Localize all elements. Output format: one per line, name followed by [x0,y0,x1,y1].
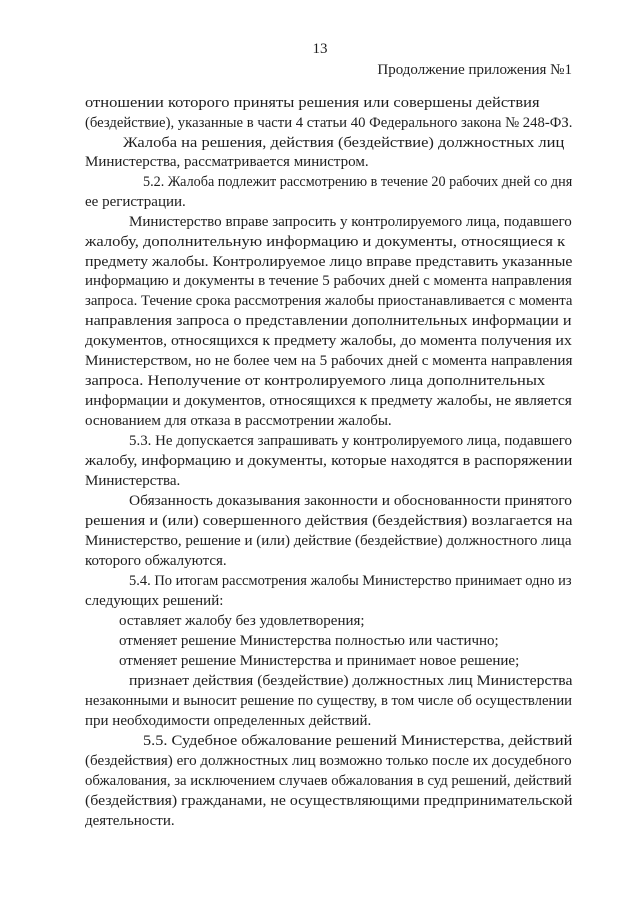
appendix-continuation-heading: Продолжение приложения №1 [377,62,572,78]
body-text-line: отменяет решение Министерства и принимает новое решение; [119,653,520,669]
body-text-line: ее регистрации. [85,194,186,210]
body-text-line: при необходимости определенных действий. [85,713,372,729]
body-text-line: Министерства. [85,473,181,489]
body-text-line: Обязанность доказывания законности и обоснованности принятого [129,493,572,509]
body-text-line: Министерства, рассматривается министром. [85,154,369,170]
body-text-line: следующих решений: [85,593,224,609]
body-text-line: которого обжалуются. [85,553,227,569]
body-text-line: жалобу, дополнительную информацию и документы, относящиеся к [85,234,566,250]
body-text-line: обжалования, за исключением случаев обжалования в суд решений, действий [85,773,572,789]
body-text-line: незаконными и выносит решение по существу, в том числе об осуществлении [85,693,573,709]
body-text-line: Министерство вправе запросить у контролируемого лица, подавшего [129,214,572,230]
body-text-line: отменяет решение Министерства полностью или частично; [119,633,499,649]
body-text-line: информации и документов, относящихся к предмету жалобы, не является [85,393,572,409]
body-text-line: предмету жалобы. Контролируемое лицо вправе представить указанные [85,254,573,270]
body-text-line: решения и (или) совершенного действия (бездействия) возлагается на [85,513,573,529]
page-number: 13 [312,41,328,57]
body-text-line: 5.3. Не допускается запрашивать у контролируемого лица, подавшего [129,433,572,449]
body-text-line: запроса. Неполучение от контролируемого лица дополнительных [85,373,546,389]
body-text-line: оставляет жалобу без удовлетворения; [119,613,365,629]
body-text-line: запроса. Течение срока рассмотрения жалобы приостанавливается с момента [85,293,573,309]
body-text-line: документов, относящихся к предмету жалобы, до момента получения их [85,333,572,349]
body-text-line: (бездействия) его должностных лиц возможно только после их досудебного [85,753,572,769]
body-text-line: информацию и документы в течение 5 рабочих дней с момента направления [85,273,572,289]
body-text-line: (бездействие), указанные в части 4 статьи 40 Федерального закона № 248-ФЗ. [85,115,573,131]
body-text-line: основанием для отказа в рассмотрении жалобы. [85,413,392,429]
body-text-line: 5.4. По итогам рассмотрения жалобы Министерство принимает одно из [129,573,572,589]
body-text-line: признает действия (бездействие) должностных лиц Министерства [129,673,573,689]
body-text-line: Министерство, решение и (или) действие (бездействие) должностного лица [85,533,572,549]
body-text-line: Жалоба на решения, действия (бездействие) должностных лиц [123,135,565,151]
body-text-line: (бездействия) гражданами, не осуществляющими предпринимательской [85,793,573,809]
body-text-line: жалобу, информацию и документы, которые находятся в распоряжении [85,453,573,469]
body-text-line: Министерством, но не более чем на 5 рабочих дней с момента направления [85,353,573,369]
body-text-line: 5.5. Судебное обжалование решений Министерства, действий [143,733,573,749]
body-text-line: направления запроса о представлении дополнительных информации и [85,313,572,329]
body-text-line: 5.2. Жалоба подлежит рассмотрению в течение 20 рабочих дней со дня [143,174,573,190]
body-text-line: отношении которого приняты решения или совершены действия [85,95,540,111]
body-text-line: деятельности. [85,813,175,829]
